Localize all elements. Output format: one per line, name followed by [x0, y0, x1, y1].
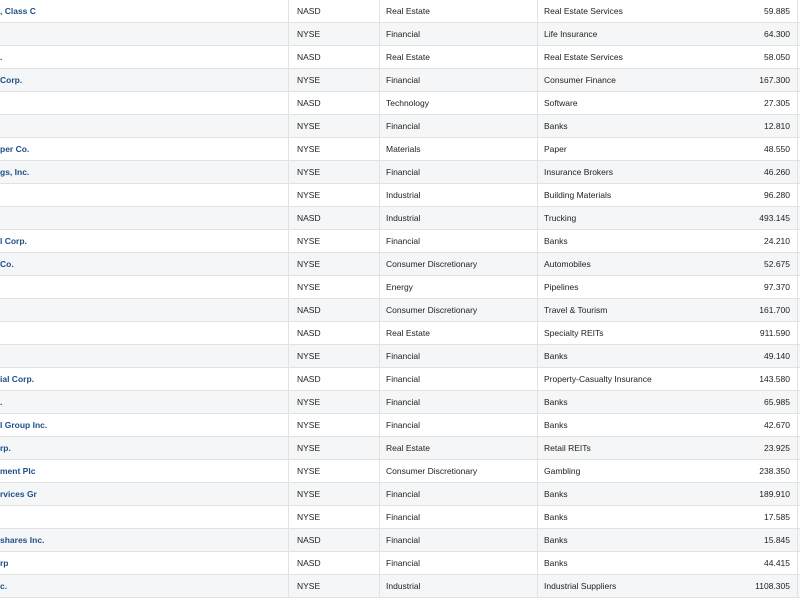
industry-cell: Pipelines — [537, 276, 797, 298]
company-name-link[interactable] — [0, 506, 288, 528]
industry-cell: Trucking — [537, 207, 797, 229]
company-name-link[interactable]: c. — [0, 581, 8, 591]
exchange-cell: NYSE — [288, 483, 379, 505]
table-row — [0, 437, 800, 460]
industry-cell: Real Estate Services — [537, 0, 797, 22]
company-name-link[interactable]: ment Plc — [0, 466, 36, 476]
exchange-cell: NYSE — [288, 391, 379, 413]
sector-cell: Financial — [379, 69, 537, 91]
industry-cell: Banks — [537, 230, 797, 252]
industry-cell: Gambling — [537, 460, 797, 482]
sector-cell: Financial — [379, 529, 537, 551]
sector-cell: Financial — [379, 483, 537, 505]
column-divider — [797, 46, 798, 68]
price-cell: 17.585 — [764, 512, 790, 522]
column-divider — [797, 322, 798, 344]
table-row — [0, 368, 800, 391]
sector-cell: Financial — [379, 115, 537, 137]
exchange-cell: NYSE — [288, 138, 379, 160]
industry-cell: Banks — [537, 529, 797, 551]
industry-cell: Life Insurance — [537, 23, 797, 45]
company-name-link[interactable] — [0, 207, 288, 229]
column-divider — [797, 276, 798, 298]
price-cell: 15.845 — [764, 535, 790, 545]
industry-cell: Banks — [537, 391, 797, 413]
exchange-cell: NYSE — [288, 69, 379, 91]
price-cell: 96.280 — [764, 190, 790, 200]
industry-cell: Banks — [537, 115, 797, 137]
price-cell: 48.550 — [764, 144, 790, 154]
column-divider — [797, 115, 798, 137]
company-name-link[interactable]: , Class C — [0, 6, 36, 16]
sector-cell: Financial — [379, 368, 537, 390]
table-row — [0, 506, 800, 529]
company-name-link[interactable]: rvices Gr — [0, 489, 37, 499]
company-name-link[interactable] — [0, 276, 288, 298]
industry-cell: Banks — [537, 552, 797, 574]
column-divider — [797, 184, 798, 206]
industry-cell: Travel & Tourism — [537, 299, 797, 321]
sector-cell: Financial — [379, 414, 537, 436]
price-cell: 65.985 — [764, 397, 790, 407]
industry-cell: Banks — [537, 506, 797, 528]
exchange-cell: NASD — [288, 207, 379, 229]
price-cell: 46.260 — [764, 167, 790, 177]
table-row — [0, 115, 800, 138]
table-row — [0, 529, 800, 552]
table-row — [0, 414, 800, 437]
sector-cell: Financial — [379, 552, 537, 574]
price-cell: 167.300 — [759, 75, 790, 85]
sector-cell: Financial — [379, 230, 537, 252]
industry-cell: Automobiles — [537, 253, 797, 275]
sector-cell: Energy — [379, 276, 537, 298]
company-name-link[interactable] — [0, 322, 288, 344]
company-name-link[interactable]: . — [0, 52, 3, 62]
sector-cell: Industrial — [379, 184, 537, 206]
company-name-link[interactable]: per Co. — [0, 144, 30, 154]
price-cell: 238.350 — [759, 466, 790, 476]
column-divider — [797, 0, 798, 22]
price-cell: 97.370 — [764, 282, 790, 292]
table-row — [0, 345, 800, 368]
exchange-cell: NYSE — [288, 253, 379, 275]
industry-cell: Insurance Brokers — [537, 161, 797, 183]
company-name-link[interactable] — [0, 92, 288, 114]
sector-cell: Real Estate — [379, 0, 537, 22]
exchange-cell: NYSE — [288, 23, 379, 45]
company-name-link[interactable] — [0, 299, 288, 321]
table-row — [0, 322, 800, 345]
company-name-link[interactable]: shares Inc. — [0, 535, 45, 545]
price-cell: 189.910 — [759, 489, 790, 499]
table-row — [0, 46, 800, 69]
column-divider — [797, 483, 798, 505]
exchange-cell: NASD — [288, 368, 379, 390]
price-cell: 52.675 — [764, 259, 790, 269]
sector-cell: Real Estate — [379, 46, 537, 68]
column-divider — [797, 529, 798, 551]
exchange-cell: NYSE — [288, 437, 379, 459]
industry-cell: Real Estate Services — [537, 46, 797, 68]
company-name-link[interactable]: rp — [0, 558, 9, 568]
exchange-cell: NYSE — [288, 414, 379, 436]
exchange-cell: NYSE — [288, 276, 379, 298]
industry-cell: Building Materials — [537, 184, 797, 206]
company-name-link[interactable]: l Group Inc. — [0, 420, 48, 430]
exchange-cell: NYSE — [288, 184, 379, 206]
table-row — [0, 207, 800, 230]
price-cell: 24.210 — [764, 236, 790, 246]
sector-cell: Consumer Discretionary — [379, 253, 537, 275]
table-row — [0, 184, 800, 207]
table-row — [0, 138, 800, 161]
table-row — [0, 230, 800, 253]
exchange-cell: NYSE — [288, 460, 379, 482]
industry-cell: Industrial Suppliers — [537, 575, 797, 597]
price-cell: 64.300 — [764, 29, 790, 39]
company-name-link[interactable]: rp. — [0, 443, 11, 453]
price-cell: 12.810 — [764, 121, 790, 131]
table-row — [0, 253, 800, 276]
column-divider — [797, 552, 798, 574]
sector-cell: Financial — [379, 23, 537, 45]
sector-cell: Industrial — [379, 207, 537, 229]
column-divider — [797, 230, 798, 252]
industry-cell: Banks — [537, 483, 797, 505]
price-cell: 161.700 — [759, 305, 790, 315]
exchange-cell: NYSE — [288, 345, 379, 367]
price-cell: 42.670 — [764, 420, 790, 430]
sector-cell: Consumer Discretionary — [379, 460, 537, 482]
exchange-cell: NASD — [288, 552, 379, 574]
column-divider — [797, 345, 798, 367]
sector-cell: Materials — [379, 138, 537, 160]
column-divider — [797, 460, 798, 482]
table-row — [0, 23, 800, 46]
company-name-link[interactable]: l Corp. — [0, 236, 27, 246]
table-row — [0, 0, 800, 23]
company-name-link[interactable]: Co. — [0, 259, 14, 269]
table-row — [0, 299, 800, 322]
exchange-cell: NASD — [288, 299, 379, 321]
price-cell: 27.305 — [764, 98, 790, 108]
sector-cell: Industrial — [379, 575, 537, 597]
column-divider — [797, 437, 798, 459]
column-divider — [797, 207, 798, 229]
exchange-cell: NASD — [288, 322, 379, 344]
column-divider — [797, 506, 798, 528]
sector-cell: Consumer Discretionary — [379, 299, 537, 321]
company-name-link[interactable] — [0, 23, 288, 45]
table-row — [0, 483, 800, 506]
sector-cell: Financial — [379, 506, 537, 528]
table-row — [0, 391, 800, 414]
column-divider — [797, 92, 798, 114]
table-row — [0, 92, 800, 115]
column-divider — [797, 299, 798, 321]
industry-cell: Software — [537, 92, 797, 114]
industry-cell: Specialty REITs — [537, 322, 797, 344]
sector-cell: Real Estate — [379, 437, 537, 459]
price-cell: 58.050 — [764, 52, 790, 62]
price-cell: 1108.305 — [755, 581, 790, 591]
table-row — [0, 575, 800, 598]
table-row — [0, 460, 800, 483]
price-cell: 23.925 — [764, 443, 790, 453]
column-divider — [797, 253, 798, 275]
price-cell: 49.140 — [764, 351, 790, 361]
company-name-link[interactable]: ial Corp. — [0, 374, 35, 384]
price-cell: 44.415 — [764, 558, 790, 568]
company-name-link[interactable]: gs, Inc. — [0, 167, 30, 177]
exchange-cell: NASD — [288, 529, 379, 551]
exchange-cell: NYSE — [288, 161, 379, 183]
sector-cell: Financial — [379, 345, 537, 367]
industry-cell: Retail REITs — [537, 437, 797, 459]
column-divider — [797, 414, 798, 436]
industry-cell: Paper — [537, 138, 797, 160]
sector-cell: Financial — [379, 391, 537, 413]
exchange-cell: NYSE — [288, 575, 379, 597]
price-cell: 59.885 — [764, 6, 790, 16]
column-divider — [797, 23, 798, 45]
company-name-link[interactable] — [0, 115, 288, 137]
company-name-link[interactable]: Corp. — [0, 75, 23, 85]
industry-cell: Consumer Finance — [537, 69, 797, 91]
industry-cell: Property-Casualty Insurance — [537, 368, 797, 390]
price-cell: 143.580 — [759, 374, 790, 384]
exchange-cell: NASD — [288, 0, 379, 22]
column-divider — [797, 368, 798, 390]
company-name-link[interactable] — [0, 345, 288, 367]
exchange-cell: NYSE — [288, 230, 379, 252]
sector-cell: Financial — [379, 161, 537, 183]
price-cell: 493.145 — [759, 213, 790, 223]
column-divider — [797, 575, 798, 597]
column-divider — [797, 138, 798, 160]
sector-cell: Real Estate — [379, 322, 537, 344]
exchange-cell: NYSE — [288, 115, 379, 137]
exchange-cell: NASD — [288, 46, 379, 68]
company-name-link[interactable]: . — [0, 397, 3, 407]
column-divider — [797, 391, 798, 413]
industry-cell: Banks — [537, 345, 797, 367]
price-cell: 911.590 — [759, 328, 790, 338]
industry-cell: Banks — [537, 414, 797, 436]
company-name-link[interactable] — [0, 184, 288, 206]
table-row — [0, 276, 800, 299]
exchange-cell: NYSE — [288, 506, 379, 528]
column-divider — [797, 69, 798, 91]
table-row — [0, 552, 800, 575]
table-row — [0, 161, 800, 184]
column-divider — [797, 161, 798, 183]
exchange-cell: NASD — [288, 92, 379, 114]
table-row — [0, 69, 800, 92]
sector-cell: Technology — [379, 92, 537, 114]
